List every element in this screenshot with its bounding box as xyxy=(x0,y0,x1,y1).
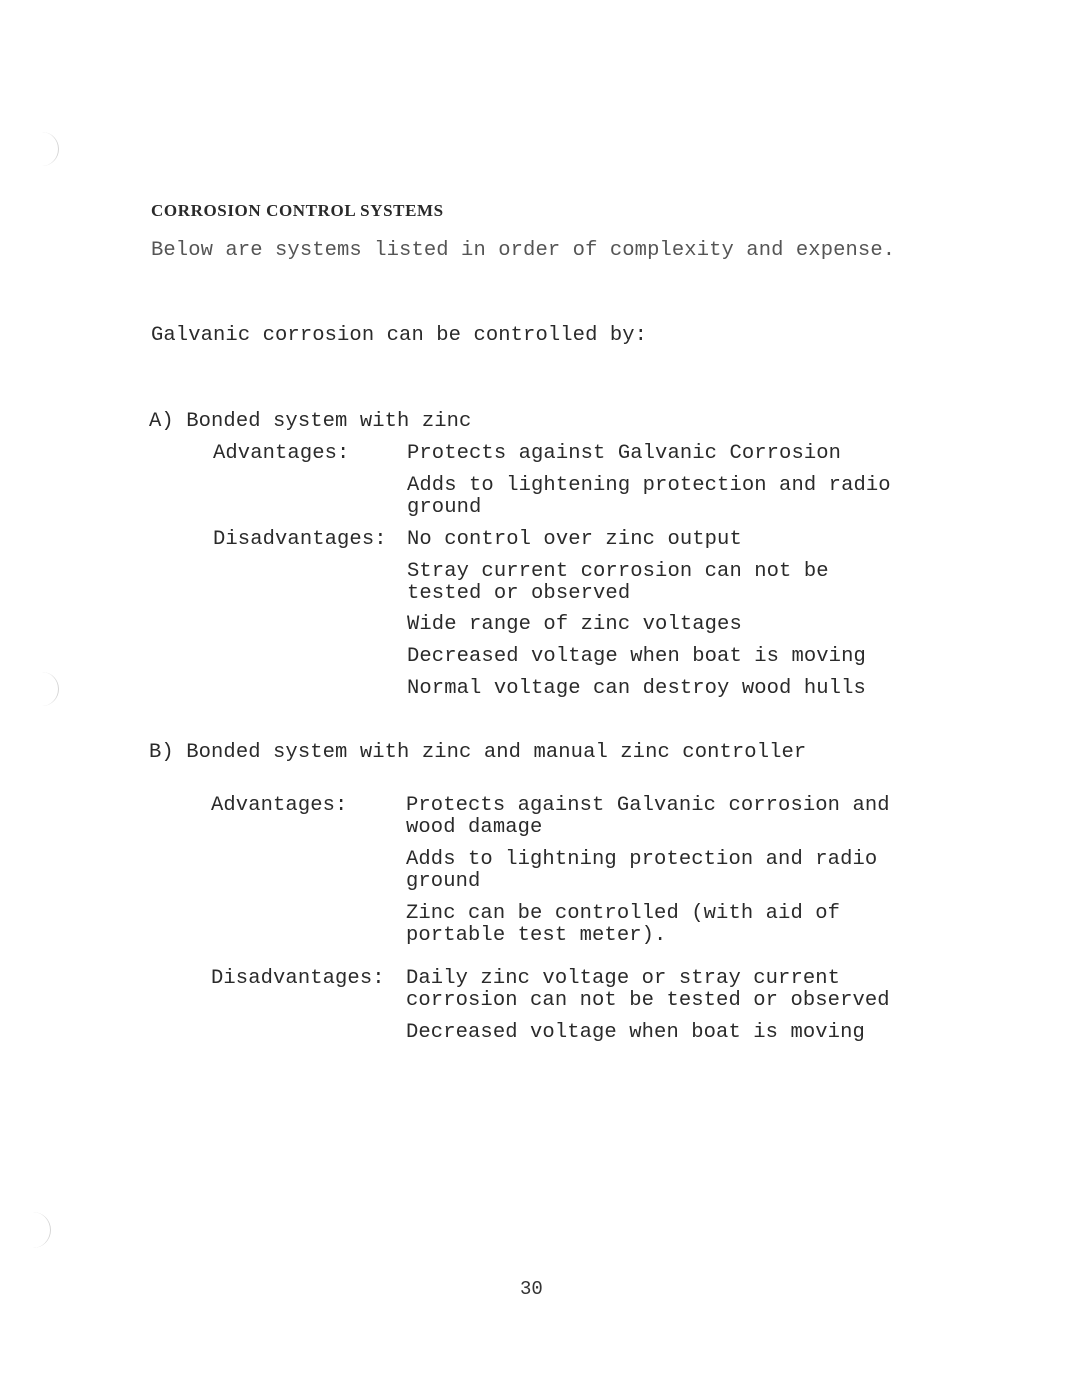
section-a-disadvantage-item: No control over zinc output xyxy=(407,528,742,551)
punch-hole-mark-middle xyxy=(38,672,59,706)
punch-hole-mark-bottom xyxy=(30,1212,51,1248)
section-a-disadvantage-item: Wide range of zinc voltages xyxy=(407,613,742,636)
page-number: 30 xyxy=(520,1278,543,1300)
section-b-advantages-label: Advantages: xyxy=(211,794,348,817)
section-a-disadvantage-item: Decreased voltage when boat is moving xyxy=(407,645,866,668)
intro-text: Below are systems listed in order of complexity and expense. xyxy=(151,239,896,262)
section-b-advantage-item: Adds to lightning protection and radio ground xyxy=(406,848,878,893)
page-title: CORROSION CONTROL SYSTEMS xyxy=(151,201,444,220)
section-b-title: B) Bonded system with zinc and manual zinc controller xyxy=(149,741,807,764)
section-b-advantage-item: Protects against Galvanic corrosion and wood damage xyxy=(406,794,890,839)
section-b-disadvantage-item: Decreased voltage when boat is moving xyxy=(406,1021,865,1044)
section-a-advantage-item: Protects against Galvanic Corrosion xyxy=(407,442,842,465)
section-b-disadvantage-item: Daily zinc voltage or stray current corrosion can not be tested or observed xyxy=(406,967,890,1012)
lead-text: Galvanic corrosion can be controlled by: xyxy=(151,324,648,347)
punch-hole-mark-top xyxy=(38,132,59,166)
section-a-title: A) Bonded system with zinc xyxy=(149,410,472,433)
section-b-disadvantages-label: Disadvantages: xyxy=(211,967,385,990)
section-a-disadvantage-item: Stray current corrosion can not be tested or observed xyxy=(407,560,829,605)
section-a-disadvantage-item: Normal voltage can destroy wood hulls xyxy=(407,677,866,700)
section-a-advantage-item: Adds to lightening protection and radio ground xyxy=(407,474,891,519)
section-b-advantage-item: Zinc can be controlled (with aid of portable test meter). xyxy=(406,902,841,947)
section-a-advantages-label: Advantages: xyxy=(213,442,350,465)
section-a-disadvantages-label: Disadvantages: xyxy=(213,528,387,551)
